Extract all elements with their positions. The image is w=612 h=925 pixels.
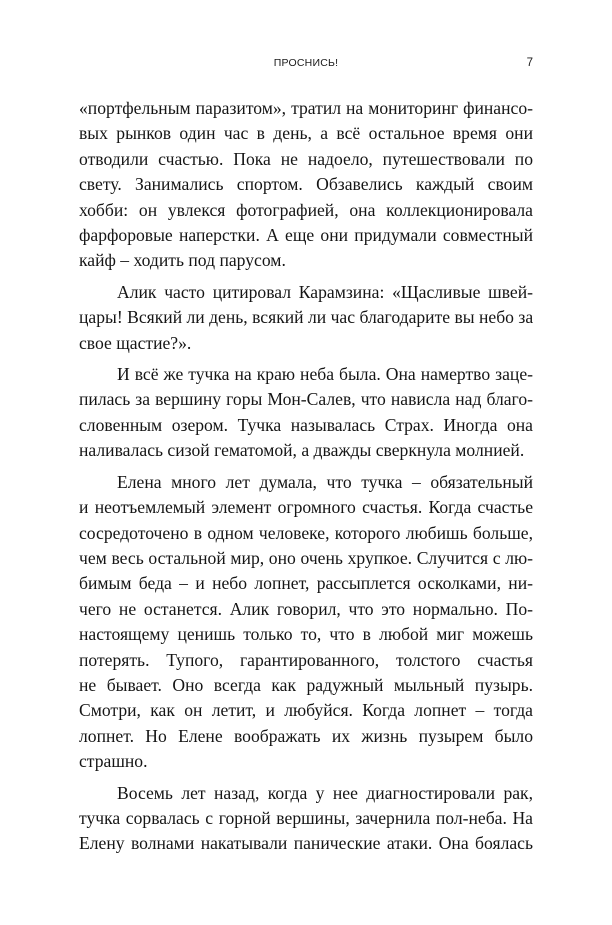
paragraph <box>79 470 533 775</box>
text-line: лопнет. Но Елене воображать их жизнь пузырем было <box>79 725 533 746</box>
text-line: и неотъемлемый элемент огромного счастья. Когда счастье <box>79 497 533 518</box>
text-line: чего не останется. Алик говорил, что это нормально. По- <box>79 598 533 619</box>
text-line: цары! Всякий ли день, всякий ли час благодарите вы небо за <box>79 307 534 328</box>
text-line: пилась за вершину горы Мон-Салев, что нависла над благо- <box>79 389 533 410</box>
text-line: страшно. <box>79 751 148 772</box>
text-line: Смотри, как он летит, и любуйся. Когда лопнет – тогда <box>79 700 533 721</box>
text-line: словенным озером. Тучка называлась Страх. Иногда она <box>79 414 533 435</box>
text-line: Восемь лет назад, когда у нее диагностировали рак, <box>117 782 533 803</box>
text-line: хобби: он увлекся фотографией, она коллекционировала <box>79 199 533 220</box>
text-line: отводили счастью. Пока не надоело, путешествовали по <box>79 148 533 169</box>
text-line: сосредоточено в одном человеке, которого любишь больше, <box>79 522 533 543</box>
text-line: Елена много лет думала, что тучка – обязательный <box>117 471 533 492</box>
text-line: «портфельным паразитом», тратил на мониторинг финансо- <box>79 98 533 118</box>
text-line: Елену волнами накатывали панические атаки. Она боялась <box>79 833 533 854</box>
text-line: настоящему ценишь только то, что в любой миг можешь <box>79 624 533 645</box>
text-line: свое щастие?». <box>79 332 192 353</box>
text-line: свету. Занимались спортом. Обзавелись каждый своим <box>79 174 533 195</box>
text-line: фарфоровые наперстки. А еще они придумали совместный <box>79 225 533 246</box>
page-header <box>79 57 533 73</box>
running-title: ПРОСНИСЬ! <box>273 57 339 69</box>
text-line: бимым беда – и небо лопнет, рассыплется осколками, ни- <box>79 573 533 594</box>
paragraph <box>79 362 533 464</box>
text-line: И всё же тучка на краю неба была. Она намертво заце- <box>117 364 533 385</box>
page-number: 7 <box>526 57 533 69</box>
paragraph <box>79 96 533 274</box>
text-line: тучка сорвалась с горной вершины, зачернила пол-неба. На <box>79 807 533 828</box>
text-line: наливалась сизой гематомой, а дважды сверкнула молнией. <box>79 440 525 461</box>
text-line: не бывает. Оно всегда как радужный мыльный пузырь. <box>79 674 533 695</box>
text-line: кайф – ходить под парусом. <box>79 250 286 271</box>
text-line: вых рынков один час в день, а всё остальное время они <box>79 123 533 144</box>
text-line: Алик часто цитировал Карамзина: «Щасливые швей- <box>117 281 533 302</box>
text-line: потерять. Тупого, гарантированного, толстого счастья <box>79 649 533 670</box>
body-text <box>79 96 533 863</box>
paragraph <box>79 781 533 857</box>
paragraph <box>79 280 533 356</box>
text-line: чем весь остальной мир, оно очень хрупкое. Случится с лю- <box>79 547 533 568</box>
